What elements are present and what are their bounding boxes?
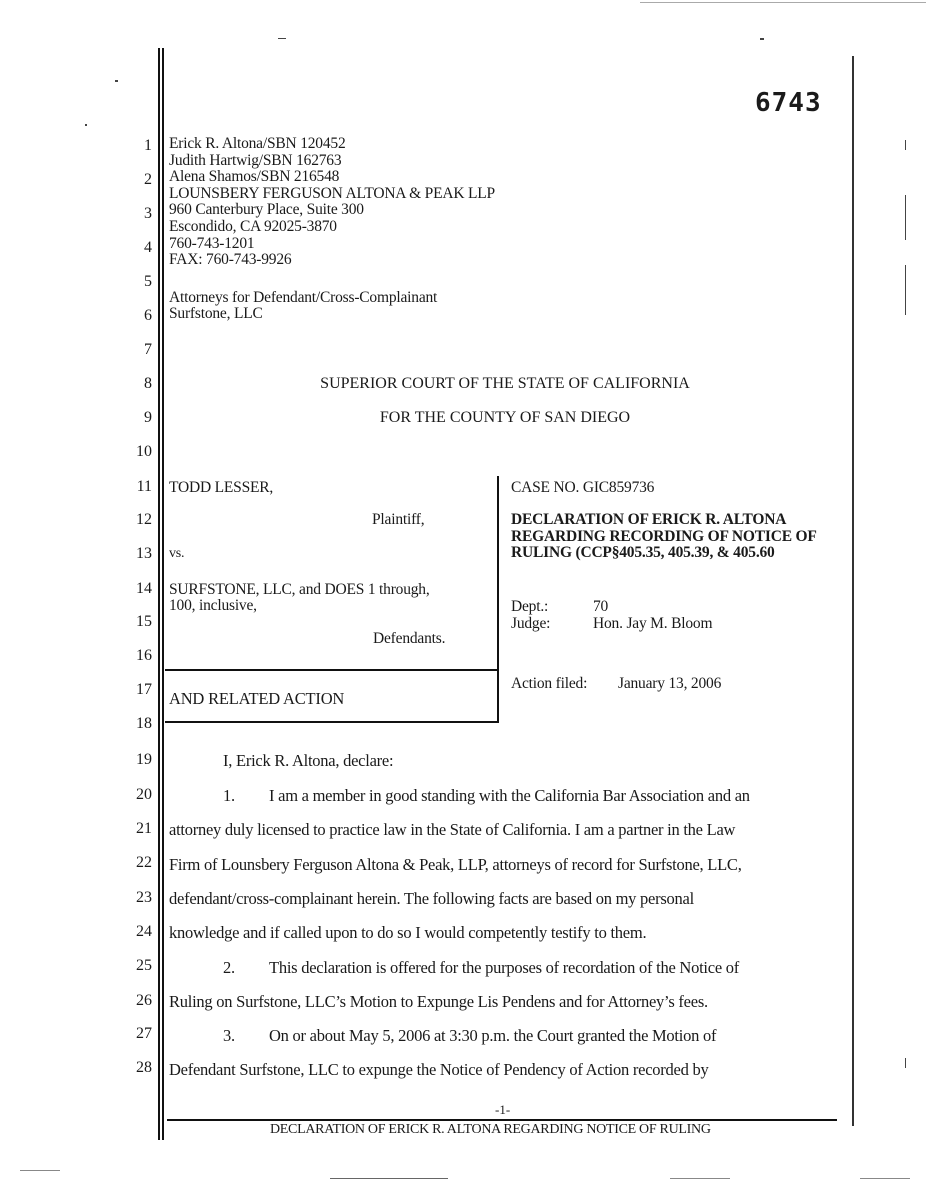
scan-speck [20,1170,60,1171]
line-number-3: 3 [144,205,152,222]
paragraph-2-line: Ruling on Surfstone, LLC’s Motion to Expunge Lis Pendens and for Attorney’s fees. [169,992,708,1011]
line-number-4: 4 [144,239,152,256]
paragraph-3-first-line [169,1026,716,1046]
defendant-names: SURFSTONE, LLC, and DOES 1 through, [169,581,430,598]
line-number-22: 22 [136,854,152,871]
header-line: 760-743-1201 [169,234,255,252]
paragraph-text: I am a member in good standing with the California Bar Association and an [269,786,750,805]
judge-label: Judge: [511,615,551,632]
paragraph-1-line: defendant/cross-complainant herein. The following facts are based on my personal [169,889,694,908]
header-line: LOUNSBERY FERGUSON ALTONA & PEAK LLP [169,184,495,202]
paragraph-2-first-line [169,958,739,978]
paragraph-text: This declaration is offered for the purposes of recordation of the Notice of [269,958,740,977]
line-number-15: 15 [136,613,152,630]
left-margin-rule-outer [158,48,160,1140]
scan-speck [115,80,118,82]
line-number-19: 19 [136,751,152,768]
caption-rule-bottom [165,721,498,723]
scan-speck [905,1058,906,1068]
action-filed-value: January 13, 2006 [618,675,722,692]
scan-speck [278,38,286,39]
line-number-16: 16 [136,647,152,664]
line-number-25: 25 [136,957,152,974]
document-number: 6743 [755,88,822,118]
line-number-27: 27 [136,1025,152,1042]
line-number-1: 1 [144,137,152,154]
header-line: FAX: 760-743-9926 [169,251,292,269]
attorney-header [169,136,495,269]
paragraph-1-line: attorney duly licensed to practice law in the State of California. I am a partner in the Law [169,820,736,839]
attorneys-for-line: Attorneys for Defendant/Cross-Complainant [169,289,438,306]
line-number-24: 24 [136,923,152,940]
line-number-7: 7 [144,341,152,358]
declaration-title [511,512,817,562]
line-number-10: 10 [136,443,152,460]
line-number-21: 21 [136,820,152,837]
header-line: Alena Shamos/SBN 216548 [169,168,340,186]
paragraph-3-line: Defendant Surfstone, LLC to expunge the Notice of Pendency of Action recorded by [169,1060,709,1079]
line-number-26: 26 [136,992,152,1009]
line-number-12: 12 [136,511,152,528]
judge-value: Hon. Jay M. Bloom [593,615,713,632]
line-number-23: 23 [136,889,152,906]
dept-label: Dept.: [511,598,549,615]
action-filed-label: Action filed: [511,675,588,692]
header-line: Escondido, CA 92025-3870 [169,217,337,235]
line-number-11: 11 [136,478,152,495]
scan-speck [760,38,764,40]
line-number-8: 8 [144,375,152,392]
scan-speck [905,140,906,150]
line-number-6: 6 [144,307,152,324]
left-margin-rule-inner [162,48,164,1140]
header-line: Erick R. Altona/SBN 120452 [169,135,346,152]
paragraph-1-first-line [169,786,750,806]
scan-speck [905,265,906,315]
paragraph-number: 1. [223,786,235,805]
declaration-intro: I, Erick R. Altona, declare: [223,751,394,770]
page-number: -1- [495,1102,511,1117]
declaration-title-line: REGARDING RECORDING OF NOTICE OF [511,527,817,545]
header-line: Judith Hartwig/SBN 162763 [169,151,342,169]
line-number-18: 18 [136,715,152,732]
scan-speck [85,124,87,126]
paragraph-1-line: Firm of Lounsbery Ferguson Altona & Peak, LLP, attorneys of record for Surfstone, LLC, [169,855,742,874]
scan-speck [860,1178,910,1179]
case-number: CASE NO. GIC859736 [511,479,655,496]
paragraph-number: 2. [223,958,235,977]
paragraph-number: 3. [223,1026,235,1045]
scan-speck [330,1178,448,1179]
defendant-names-cont: 100, inclusive, [169,597,257,614]
declaration-title-line: RULING (CCP§405.35, 405.39, & 405.60 [511,544,775,561]
scan-speck [670,1178,730,1179]
court-county: FOR THE COUNTY OF SAN DIEGO [379,409,631,426]
dept-value: 70 [593,598,609,615]
paragraph-text: On or about May 5, 2006 at 3:30 p.m. the Court granted the Motion of [269,1026,717,1045]
footer-title: DECLARATION OF ERICK R. ALTONA REGARDING NOTICE OF RULING [270,1122,711,1137]
line-number-20: 20 [136,786,152,803]
caption-divider [497,476,499,723]
scan-speck [905,195,906,240]
line-number-28: 28 [136,1059,152,1076]
header-line: 960 Canterbury Place, Suite 300 [169,201,364,219]
defendant-label: Defendants. [373,630,446,647]
scan-speck [640,2,926,3]
line-number-14: 14 [136,580,152,597]
related-action: AND RELATED ACTION [169,689,345,708]
line-number-5: 5 [144,273,152,290]
right-margin-rule [852,56,854,1126]
paragraph-1-line: knowledge and if called upon to do so I would competently testify to them. [169,923,647,942]
line-number-9: 9 [144,409,152,426]
attorneys-for-client: Surfstone, LLC [169,305,263,322]
line-number-17: 17 [136,681,152,698]
line-number-2: 2 [144,171,152,188]
plaintiff-name: TODD LESSER, [169,479,274,496]
line-number-13: 13 [136,545,152,562]
caption-rule-middle [165,669,498,671]
plaintiff-label: Plaintiff, [372,511,425,528]
declaration-title-line: DECLARATION OF ERICK R. ALTONA [511,511,787,528]
court-name: SUPERIOR COURT OF THE STATE OF CALIFORNIA [320,375,690,392]
footer-rule [167,1119,837,1121]
versus: vs. [169,546,185,561]
